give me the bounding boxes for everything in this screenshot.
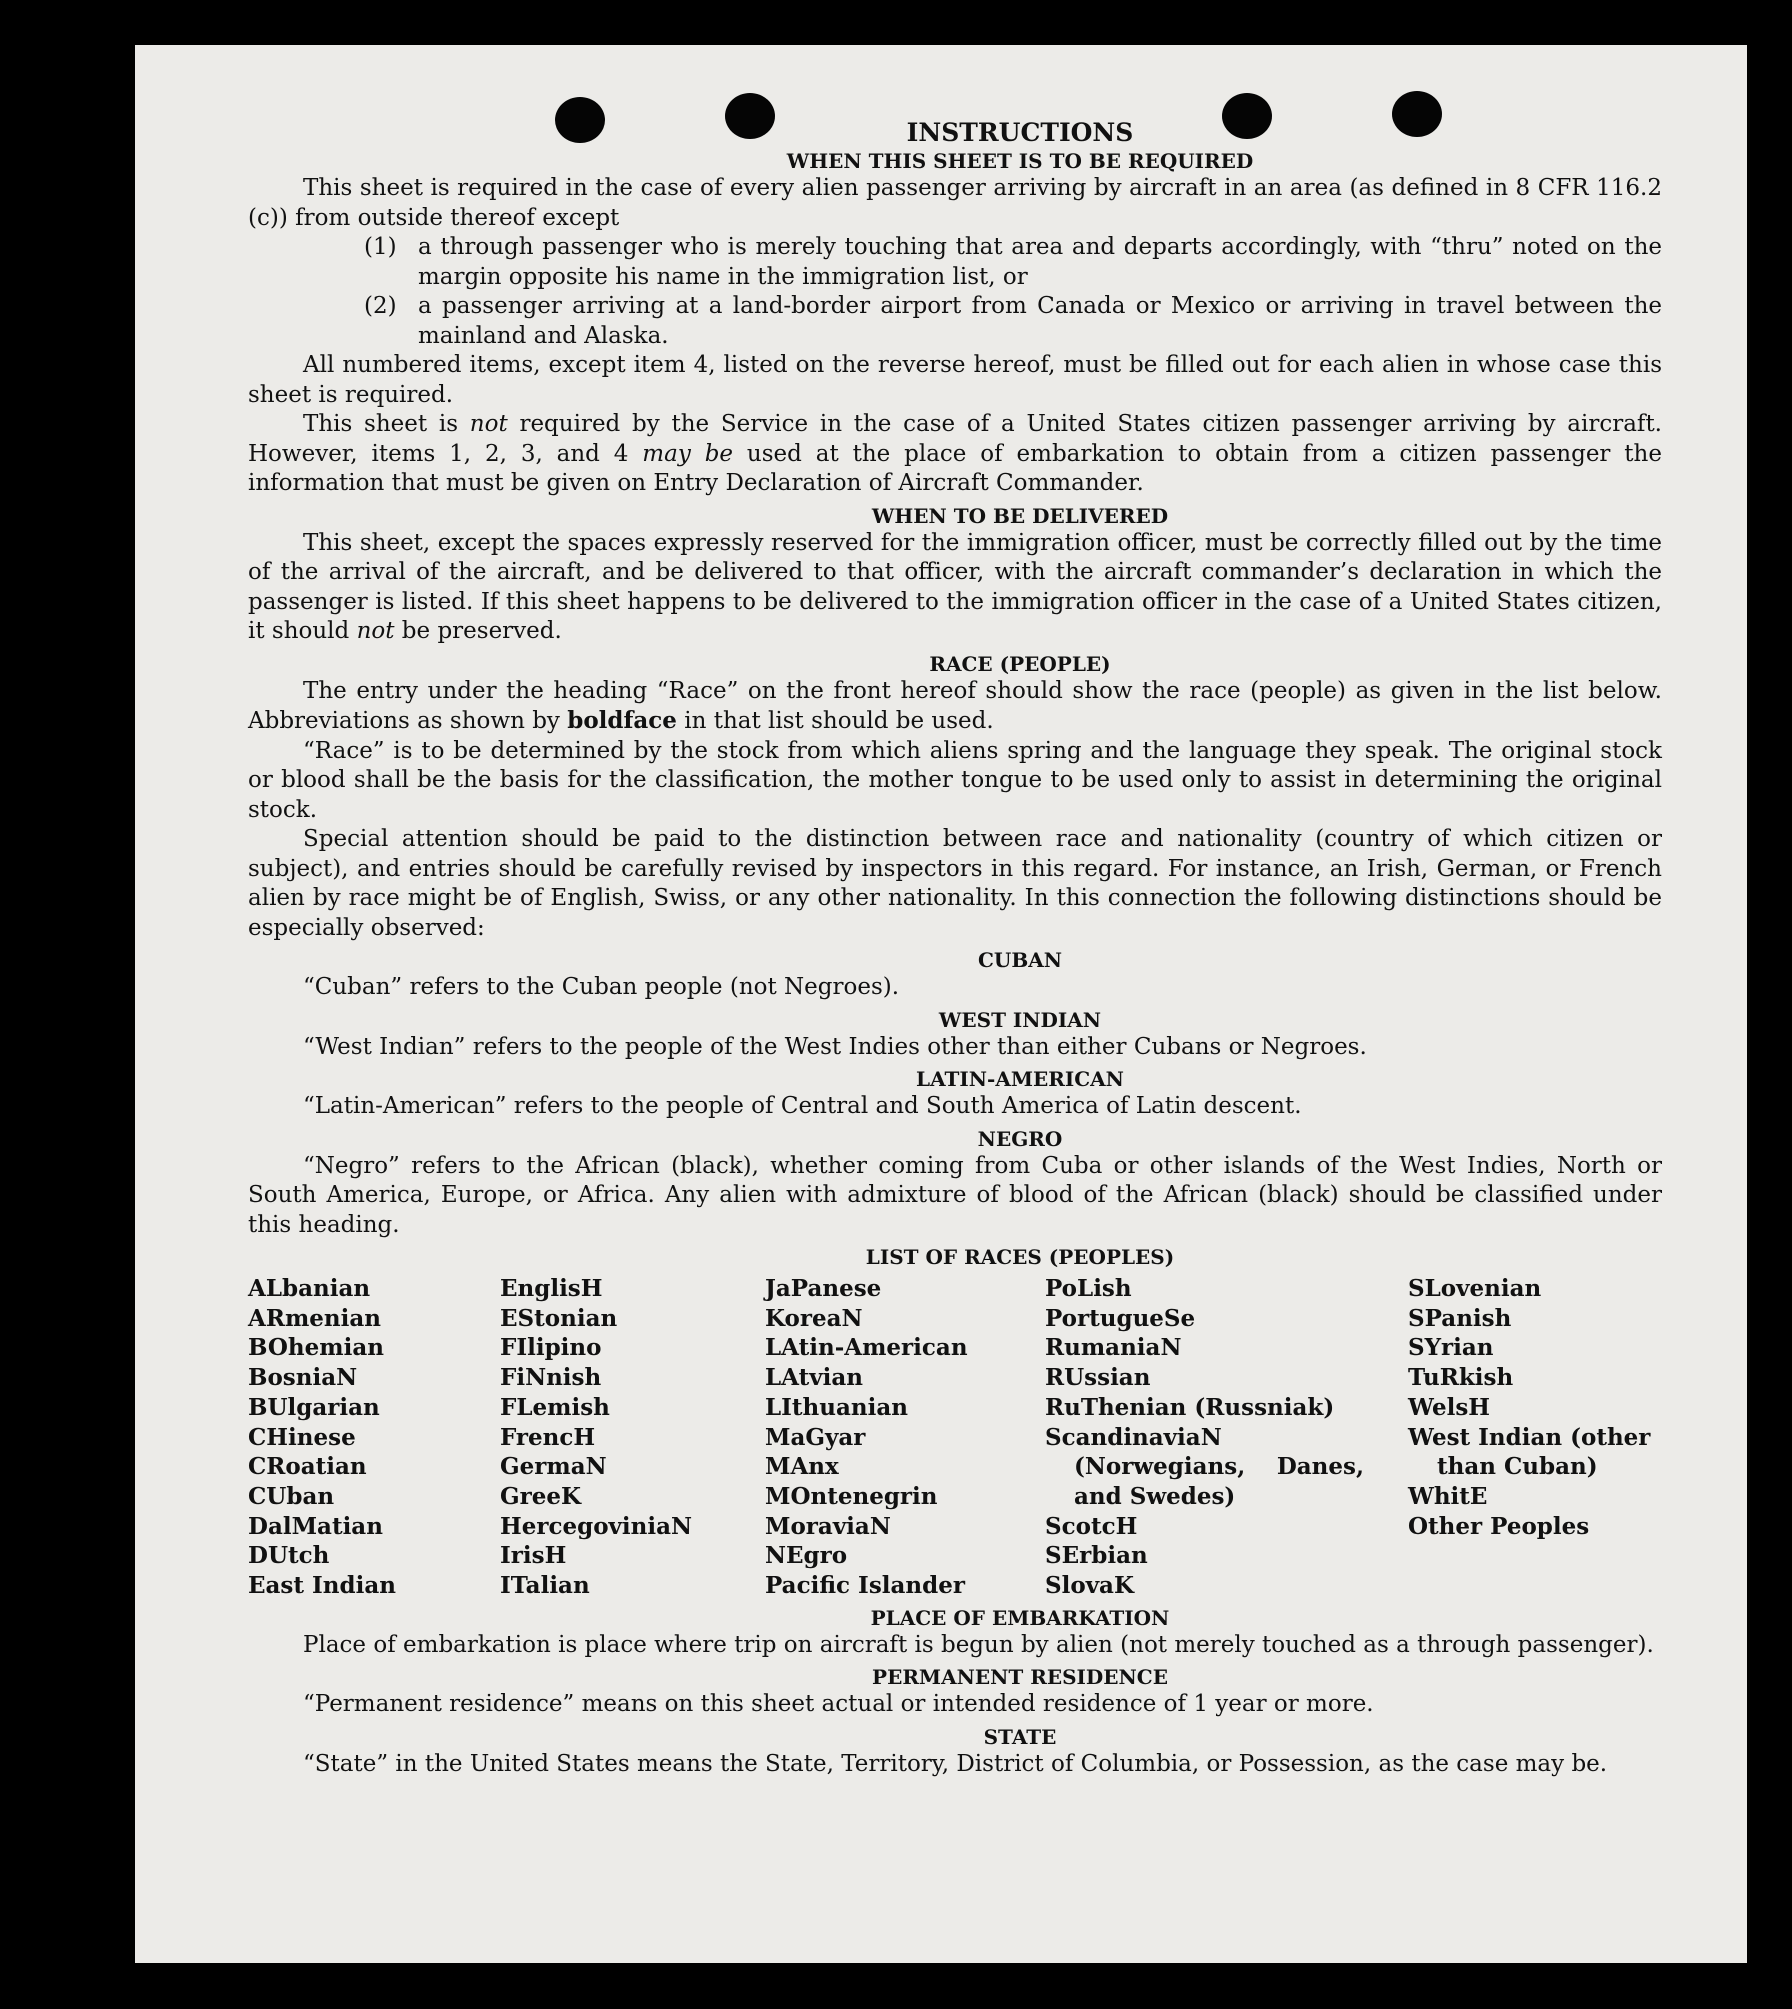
race-item: TuRkish [1408, 1364, 1514, 1392]
race-item: EnglisH [500, 1275, 603, 1302]
paragraph-state: “State” in the United States means the State, Territory, District of Columbia, or Possession, as the case may be. [303, 1750, 1608, 1777]
race-item: FLemish [500, 1393, 610, 1421]
heading-when-delivered: WHEN TO BE DELIVERED [871, 503, 1169, 528]
race-item: MAnx [765, 1453, 839, 1481]
race-item: WhitE [1408, 1482, 1488, 1510]
heading-cuban: CUBAN [977, 948, 1063, 972]
paragraph-delivered: This sheet, except the spaces expressly reserved for the immigration officer, must be correctly filled out by the time of the arrival of the aircraft, and be delivered to that officer, with the aircraft commander’s declaration in which the passenger is listed. If this sheet happens to be delivered to the immigration officer in the case of a United States citizen, it should not be preserved. [248, 529, 1662, 644]
races-column [248, 1274, 500, 1601]
exception-item [364, 233, 1662, 292]
race-item: SLovenian [1408, 1275, 1542, 1302]
race-item: GermaN [500, 1453, 607, 1481]
race-item: LAtin-American [765, 1334, 968, 1362]
exception-number: (1) [364, 234, 397, 260]
race-item: DUtch [248, 1542, 330, 1570]
document-body [248, 118, 1662, 1779]
race-item: BosniaN [248, 1364, 358, 1392]
races-column [765, 1274, 1045, 1601]
race-item: ARmenian [248, 1304, 382, 1332]
race-item: ITalian [500, 1572, 590, 1600]
race-item: CUban [248, 1482, 335, 1510]
race-item: IrisH [500, 1542, 567, 1570]
race-item: East Indian [248, 1572, 396, 1600]
paragraph-latin-american: “Latin-American” refers to the people of Central and South America of Latin descent. [303, 1093, 1302, 1119]
race-item: FIlipino [500, 1334, 602, 1362]
race-item: HercegoviniaN [500, 1512, 693, 1540]
exception-number: (2) [364, 293, 397, 319]
race-item: BUlgarian [248, 1393, 380, 1421]
paragraph-permanent-residence: “Permanent residence” means on this sheet actual or intended residence of 1 year or more. [303, 1691, 1374, 1718]
races-column [1045, 1274, 1408, 1601]
race-item: LAtvian [765, 1364, 863, 1392]
race-item: MaGyar [765, 1423, 866, 1451]
race-item: EStonian [500, 1304, 618, 1332]
race-item: MoraviaN [765, 1512, 891, 1540]
heading-when-required: WHEN THIS SHEET IS TO BE REQUIRED [786, 149, 1254, 173]
races-list [248, 1274, 1662, 1601]
race-item: WelsH [1408, 1393, 1491, 1421]
heading-list-of-races: LIST OF RACES (PEOPLES) [865, 1245, 1175, 1269]
paragraph-cuban: “Cuban” refers to the Cuban people (not Negroes). [303, 974, 900, 1000]
race-item: FiNnish [500, 1364, 602, 1392]
heading-latin-american: LATIN-AMERICAN [916, 1067, 1124, 1091]
heading-state: STATE [983, 1724, 1057, 1749]
race-item: NEgro [765, 1542, 848, 1570]
race-item: RUssian [1045, 1364, 1151, 1392]
paragraph-race-definition: “Race” is to be determined by the stock from which aliens spring and the language they speak. The original stock or blood shall be the basis for the classification, the mother tongue to be used only to assist in determining the original stock. [248, 737, 1662, 823]
race-item: ScandinaviaN (Norwegians, Danes, and Swedes) [1045, 1423, 1364, 1510]
paragraph-race-nationality: Special attention should be paid to the distinction between race and nationality (country of which citizen or subject), and entries should be carefully revised by inspectors in this regard. For instance, an Irish, German, or French alien by race might be of English, Swiss, or any other nationality. In this connection the following distinctions should be especially observed: [248, 826, 1662, 941]
race-item: ScotcH [1045, 1512, 1138, 1540]
exception-text: a passenger arriving at a land-border airport from Canada or Mexico or arriving in travel between the mainland and Alaska. [418, 293, 1662, 349]
heading-west-indian: WEST INDIAN [938, 1007, 1102, 1032]
race-item: SlovaK [1045, 1572, 1134, 1600]
exception-item [364, 292, 1662, 351]
race-item: RuThenian (Russniak) [1045, 1393, 1335, 1421]
paragraph-negro: “Negro” refers to the African (black), whether coming from Cuba or other islands of the West Indies, North or South America, Europe, or Africa. Any alien with admixture of blood of the African (black) should be classified under this heading. [248, 1152, 1662, 1238]
race-item: MOntenegrin [765, 1482, 938, 1510]
race-item: PoLish [1045, 1275, 1132, 1302]
race-item: KoreaN [765, 1304, 863, 1332]
race-item: GreeK [500, 1482, 582, 1510]
heading-negro: NEGRO [977, 1126, 1063, 1151]
page-title: INSTRUCTIONS [906, 118, 1134, 147]
paragraph-west-indian: “West Indian” refers to the people of the West Indies other than either Cubans or Negroes. [303, 1033, 1367, 1060]
race-item: Other Peoples [1408, 1512, 1590, 1540]
paragraph-numbered-items: All numbered items, except item 4, listed on the reverse hereof, must be filled out for each alien in whose case this sheet is required. [248, 352, 1662, 408]
race-item: SYrian [1408, 1334, 1494, 1362]
race-item: SPanish [1408, 1304, 1512, 1332]
race-item: JaPanese [765, 1275, 882, 1302]
race-item: BOhemian [248, 1334, 384, 1362]
race-item: CHinese [248, 1423, 356, 1451]
heading-race: RACE (PEOPLE) [929, 651, 1111, 676]
race-item: FrencH [500, 1423, 596, 1451]
heading-permanent-residence: PERMANENT RESIDENCE [872, 1665, 1168, 1690]
races-column [500, 1274, 765, 1601]
race-item: DalMatian [248, 1512, 383, 1540]
race-item: West Indian (other than Cuban) [1408, 1423, 1651, 1481]
race-item: RumaniaN [1045, 1334, 1182, 1362]
race-item: SErbian [1045, 1542, 1148, 1570]
race-item: LIthuanian [765, 1393, 908, 1421]
paragraph-race-entry: The entry under the heading “Race” on the front hereof should show the race (people) as given in the list below. Abbreviations as shown by boldface in that list should be used. [248, 677, 1662, 734]
race-item: PortugueSe [1045, 1304, 1196, 1332]
paragraph-required-intro: This sheet is required in the case of every alien passenger arriving by aircraft in an area (as defined in 8 CFR 116.2 (c)) from outside thereof except [248, 175, 1662, 231]
heading-embarkation: PLACE OF EMBARKATION [870, 1605, 1170, 1630]
race-item: ALbanian [248, 1275, 371, 1302]
paragraph-citizen: This sheet is not required by the Service in the case of a United States citizen passenger arriving by aircraft. However, items 1, 2, 3, and 4 may be used at the place of embarkation to obtain from a citizen passenger the information that must be given on Entry Declaration of Aircraft Commander. [248, 411, 1662, 496]
paragraph-embarkation: Place of embarkation is place where trip on aircraft is begun by alien (not merely touched as a through passenger). [303, 1631, 1654, 1658]
races-column [1408, 1274, 1662, 1601]
race-item: CRoatian [248, 1453, 367, 1481]
race-item: Pacific Islander [765, 1572, 965, 1600]
exception-text: a through passenger who is merely touching that area and departs accordingly, with “thru” noted on the margin opposite his name in the immigration list, or [418, 234, 1662, 290]
